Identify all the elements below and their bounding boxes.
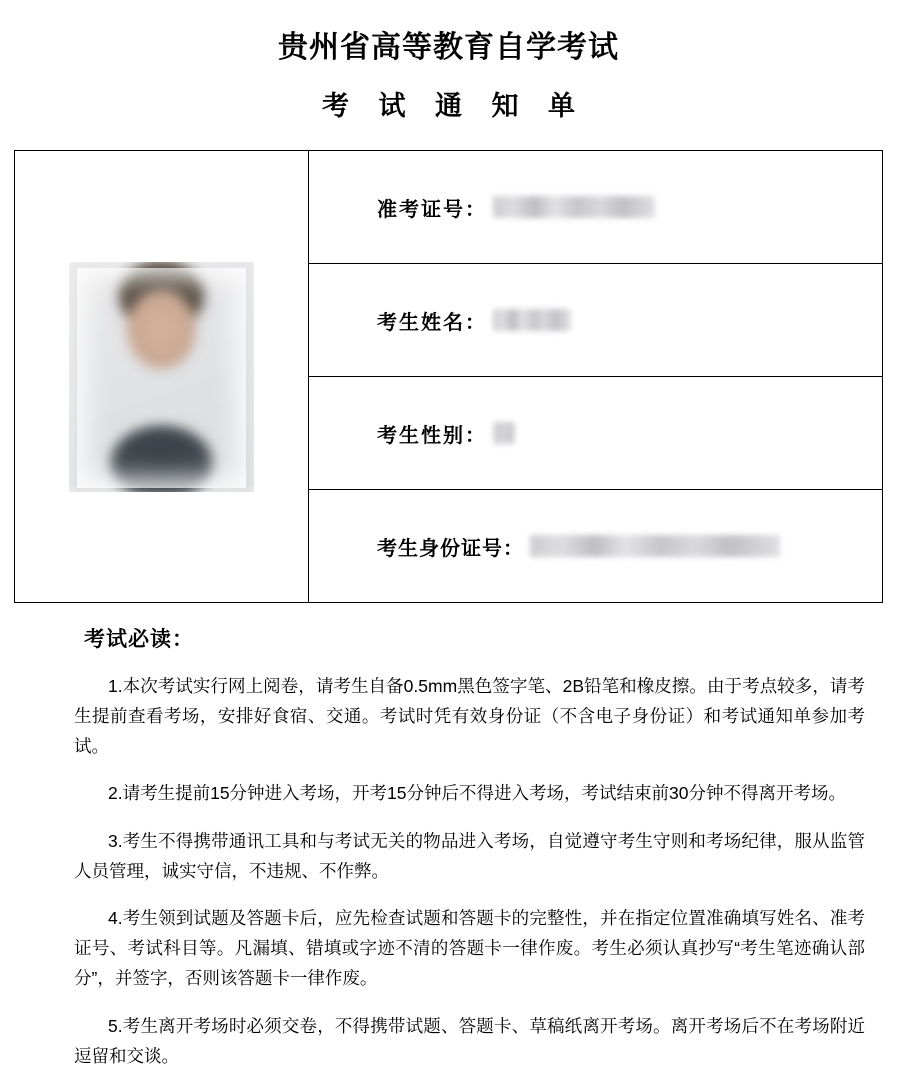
ticket-number-value: [493, 196, 655, 218]
notice-section: [14, 623, 883, 1071]
notice-item: 5.考生离开考场时必须交卷，不得携带试题、答题卡、草稿纸离开考场。离开考场后不在考场附近逗留和交谈。: [74, 1015, 865, 1066]
notice-item: 1.本次考试实行网上阅卷，请考生自备0.5mm黑色签字笔、2B铅笔和橡皮擦。由于考点较多，请考生提前查看考场，安排好食宿、交通。考试时凭有效身份证（不含电子身份证）和考试通知单参加考试。: [74, 675, 865, 756]
candidate-id-value: [530, 535, 780, 557]
page-title: 贵州省高等教育自学考试: [278, 31, 619, 64]
notice-item: 3.考生不得携带通讯工具和与考试无关的物品进入考场，自觉遵守考生守则和考场纪律，服从监管人员管理，诚实守信，不违规、不作弊。: [74, 830, 865, 881]
notice-item: 4.考生领到试题及答题卡后，应先检查试题和答题卡的完整性，并在指定位置准确填写姓名、准考证号、考试科目等。凡漏填、错填或字迹不清的答题卡一律作废。考生必须认真抄写“考生笔迹确认部分”，并签字，否则该答题卡一律作废。: [74, 908, 865, 988]
page-subtitle: 考 试 通 知 单: [321, 91, 586, 121]
candidate-photo-cell: [15, 151, 309, 603]
notice-title: 考试必读：: [84, 628, 194, 651]
candidate-photo: [69, 262, 254, 492]
notice-list: [74, 671, 865, 1071]
table-row-candidate-gender: [309, 377, 883, 490]
photo-vignette: [77, 268, 246, 488]
candidate-info-table: [14, 150, 883, 603]
candidate-gender-label: 考生性别：: [377, 424, 487, 447]
table-row-candidate-id: [309, 490, 883, 603]
notice-item: 2.请考生提前15分钟进入考场，开考15分钟后不得进入考场，考试结束前30分钟不得离开考场。: [108, 783, 846, 803]
ticket-number-label: 准考证号：: [377, 198, 487, 221]
candidate-name-value: [493, 309, 571, 331]
table-row-ticket-number: [309, 151, 883, 264]
candidate-name-label: 考生姓名：: [377, 311, 487, 334]
exam-notice-page: [0, 22, 897, 1066]
candidate-id-label: 考生身份证号：: [377, 537, 524, 560]
candidate-gender-value: [493, 422, 515, 444]
table-row-candidate-name: [309, 264, 883, 377]
